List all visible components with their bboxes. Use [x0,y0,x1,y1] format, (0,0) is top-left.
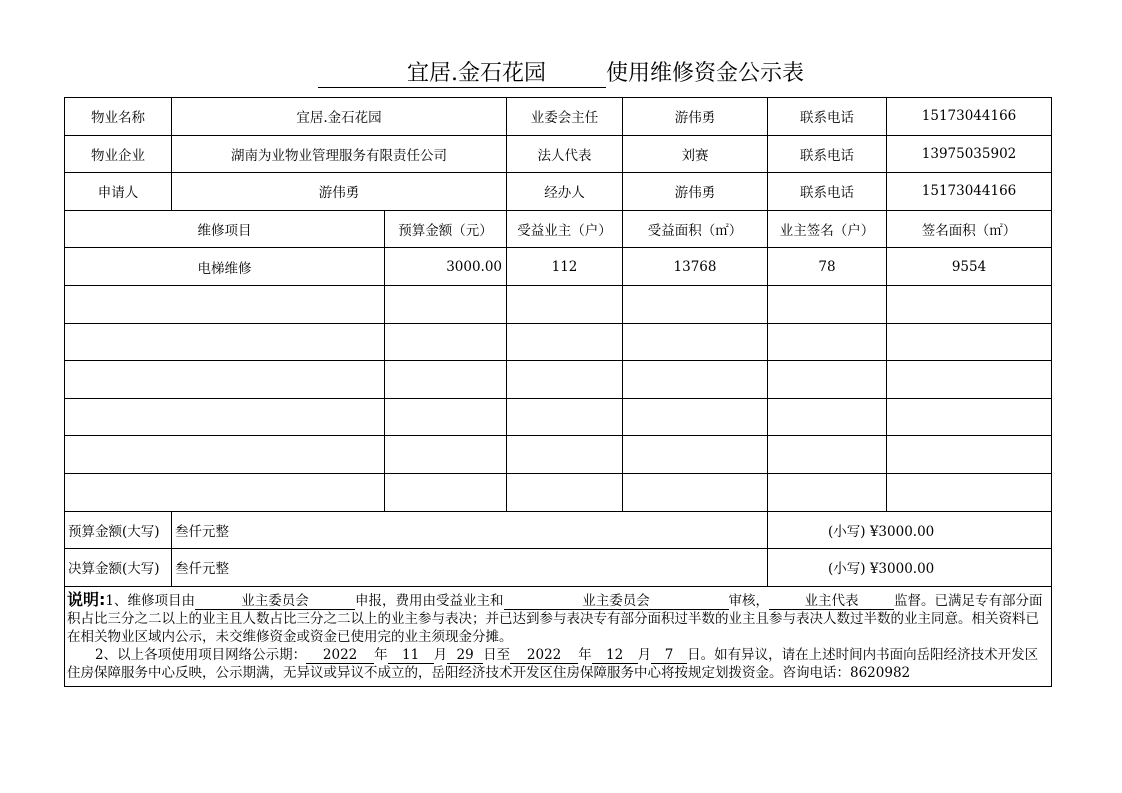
empty-cell [623,473,768,511]
info-value: 游伟勇 [623,98,768,136]
note-text: 月 [433,646,448,663]
empty-cell [507,473,623,511]
empty-cell [768,436,887,474]
empty-cell [65,436,385,474]
info-label: 法人代表 [507,135,623,173]
empty-row [65,436,1052,474]
header-row [65,210,1052,248]
empty-cell [385,323,507,361]
info-value: 游伟勇 [623,173,768,211]
info-label: 业委会主任 [507,98,623,136]
empty-cell [887,436,1052,474]
empty-cell [623,285,768,323]
final-small: (小写) ¥3000.00 [768,549,1052,587]
note-field: 7 [651,648,687,664]
info-label: 经办人 [507,173,623,211]
note-text: 审核， [728,592,769,609]
header-cell: 预算金额（元） [385,210,507,248]
empty-cell [507,323,623,361]
empty-cell [623,361,768,399]
info-label: 物业名称 [65,98,172,136]
note-row [65,586,1052,686]
empty-cell [507,436,623,474]
signed-area-cell: 9554 [887,248,1052,286]
empty-cell [507,398,623,436]
empty-cell [768,323,887,361]
empty-cell [768,285,887,323]
info-label: 联系电话 [768,135,887,173]
info-label: 联系电话 [768,98,887,136]
note-text: 2、以上各项使用项目网络公示期： [95,646,307,663]
info-label: 联系电话 [768,173,887,211]
note-cell [65,586,1052,686]
note-text: 年 [374,646,388,663]
info-row [65,135,1052,173]
note-field: 业主委员会 [195,594,355,610]
info-label: 申请人 [65,173,172,211]
info-row [65,173,1052,211]
info-value: 湖南为业物业管理服务有限责任公司 [172,135,507,173]
info-value: 宜居.金石花园 [172,98,507,136]
empty-cell [887,285,1052,323]
empty-cell [385,436,507,474]
note-field: 2022 [510,648,578,664]
note-text: 1、维修项目由 [105,592,195,609]
note-text: 日至 [483,646,511,663]
info-row [65,98,1052,136]
property-name-title: 宜居.金石花园 [318,61,546,88]
empty-cell [887,361,1052,399]
empty-cell [768,473,887,511]
empty-cell [887,398,1052,436]
empty-row [65,398,1052,436]
empty-cell [887,323,1052,361]
fund-table [64,97,1052,687]
header-cell: 签名面积（㎡） [887,210,1052,248]
note-field: 29 [447,648,483,664]
final-value: 叁仟元整 [172,549,768,587]
table-row [65,248,1052,286]
info-value: 15173044166 [887,173,1052,211]
info-value: 15173044166 [887,98,1052,136]
budget-small: (小写) ¥3000.00 [768,511,1052,549]
title-suffix: 使用维修资金公示表 [605,61,804,86]
info-value: 刘赛 [623,135,768,173]
empty-cell [65,473,385,511]
note-text: 年 [578,646,592,663]
empty-cell [385,473,507,511]
note-text: 日 [687,646,701,663]
note-field: 12 [592,648,638,664]
signed-cell: 78 [768,248,887,286]
header-cell: 维修项目 [65,210,385,248]
budget-cell: 3000.00 [385,248,507,286]
header-cell: 受益业主（户） [507,210,623,248]
note-field: 11 [388,648,434,664]
note-heading: 说明: [67,589,106,609]
empty-row [65,285,1052,323]
empty-cell [65,398,385,436]
budget-row [65,511,1052,549]
budget-value: 叁仟元整 [172,511,768,549]
final-row [65,549,1052,587]
empty-cell [623,323,768,361]
note-text: 监督。已满足专有部分面积占比三分之二以上的业主且人数占比三分之二以上的业主参与表决；并已达到参与表决专有部分面积过半数的业主且参与表决人数过半数的业主同意。相关资料已在相关物业区域内公示，未交维修资金或资金已使用完的业主须现金分摊。 [67,592,1043,645]
empty-cell [507,361,623,399]
note-field: 业主代表 [769,594,894,610]
owners-cell: 112 [507,248,623,286]
empty-cell [887,473,1052,511]
note-field: 业主委员会 [504,594,729,610]
header-cell: 受益面积（㎡） [623,210,768,248]
empty-cell [768,361,887,399]
info-value: 游伟勇 [172,173,507,211]
budget-label: 预算金额(大写) [65,511,172,549]
page-title [0,56,1122,88]
empty-cell [385,398,507,436]
item-cell: 电梯维修 [65,248,385,286]
empty-cell [385,361,507,399]
empty-row [65,323,1052,361]
empty-cell [65,285,385,323]
info-value: 13975035902 [887,135,1052,173]
empty-cell [65,361,385,399]
header-cell: 业主签名（户） [768,210,887,248]
area-cell: 13768 [623,248,768,286]
note-text: 申报，费用由受益业主和 [355,592,504,609]
note-field: 2022 [306,648,374,664]
empty-cell [385,285,507,323]
empty-cell [623,398,768,436]
empty-cell [65,323,385,361]
empty-cell [768,398,887,436]
empty-cell [623,436,768,474]
empty-cell [507,285,623,323]
final-label: 决算金额(大写) [65,549,172,587]
note-text: 月 [637,646,652,663]
info-label: 物业企业 [65,135,172,173]
empty-row [65,361,1052,399]
empty-row [65,473,1052,511]
note-text: 。如有异议，请在上述时间内书面向岳阳经济技术开发区住房保障服务中心反映，公示期满，无异议或异议不成立的，岳阳经济技术开发区住房保障服务中心将按规定划拨资金。咨询电话：8620982 [67,646,1039,681]
